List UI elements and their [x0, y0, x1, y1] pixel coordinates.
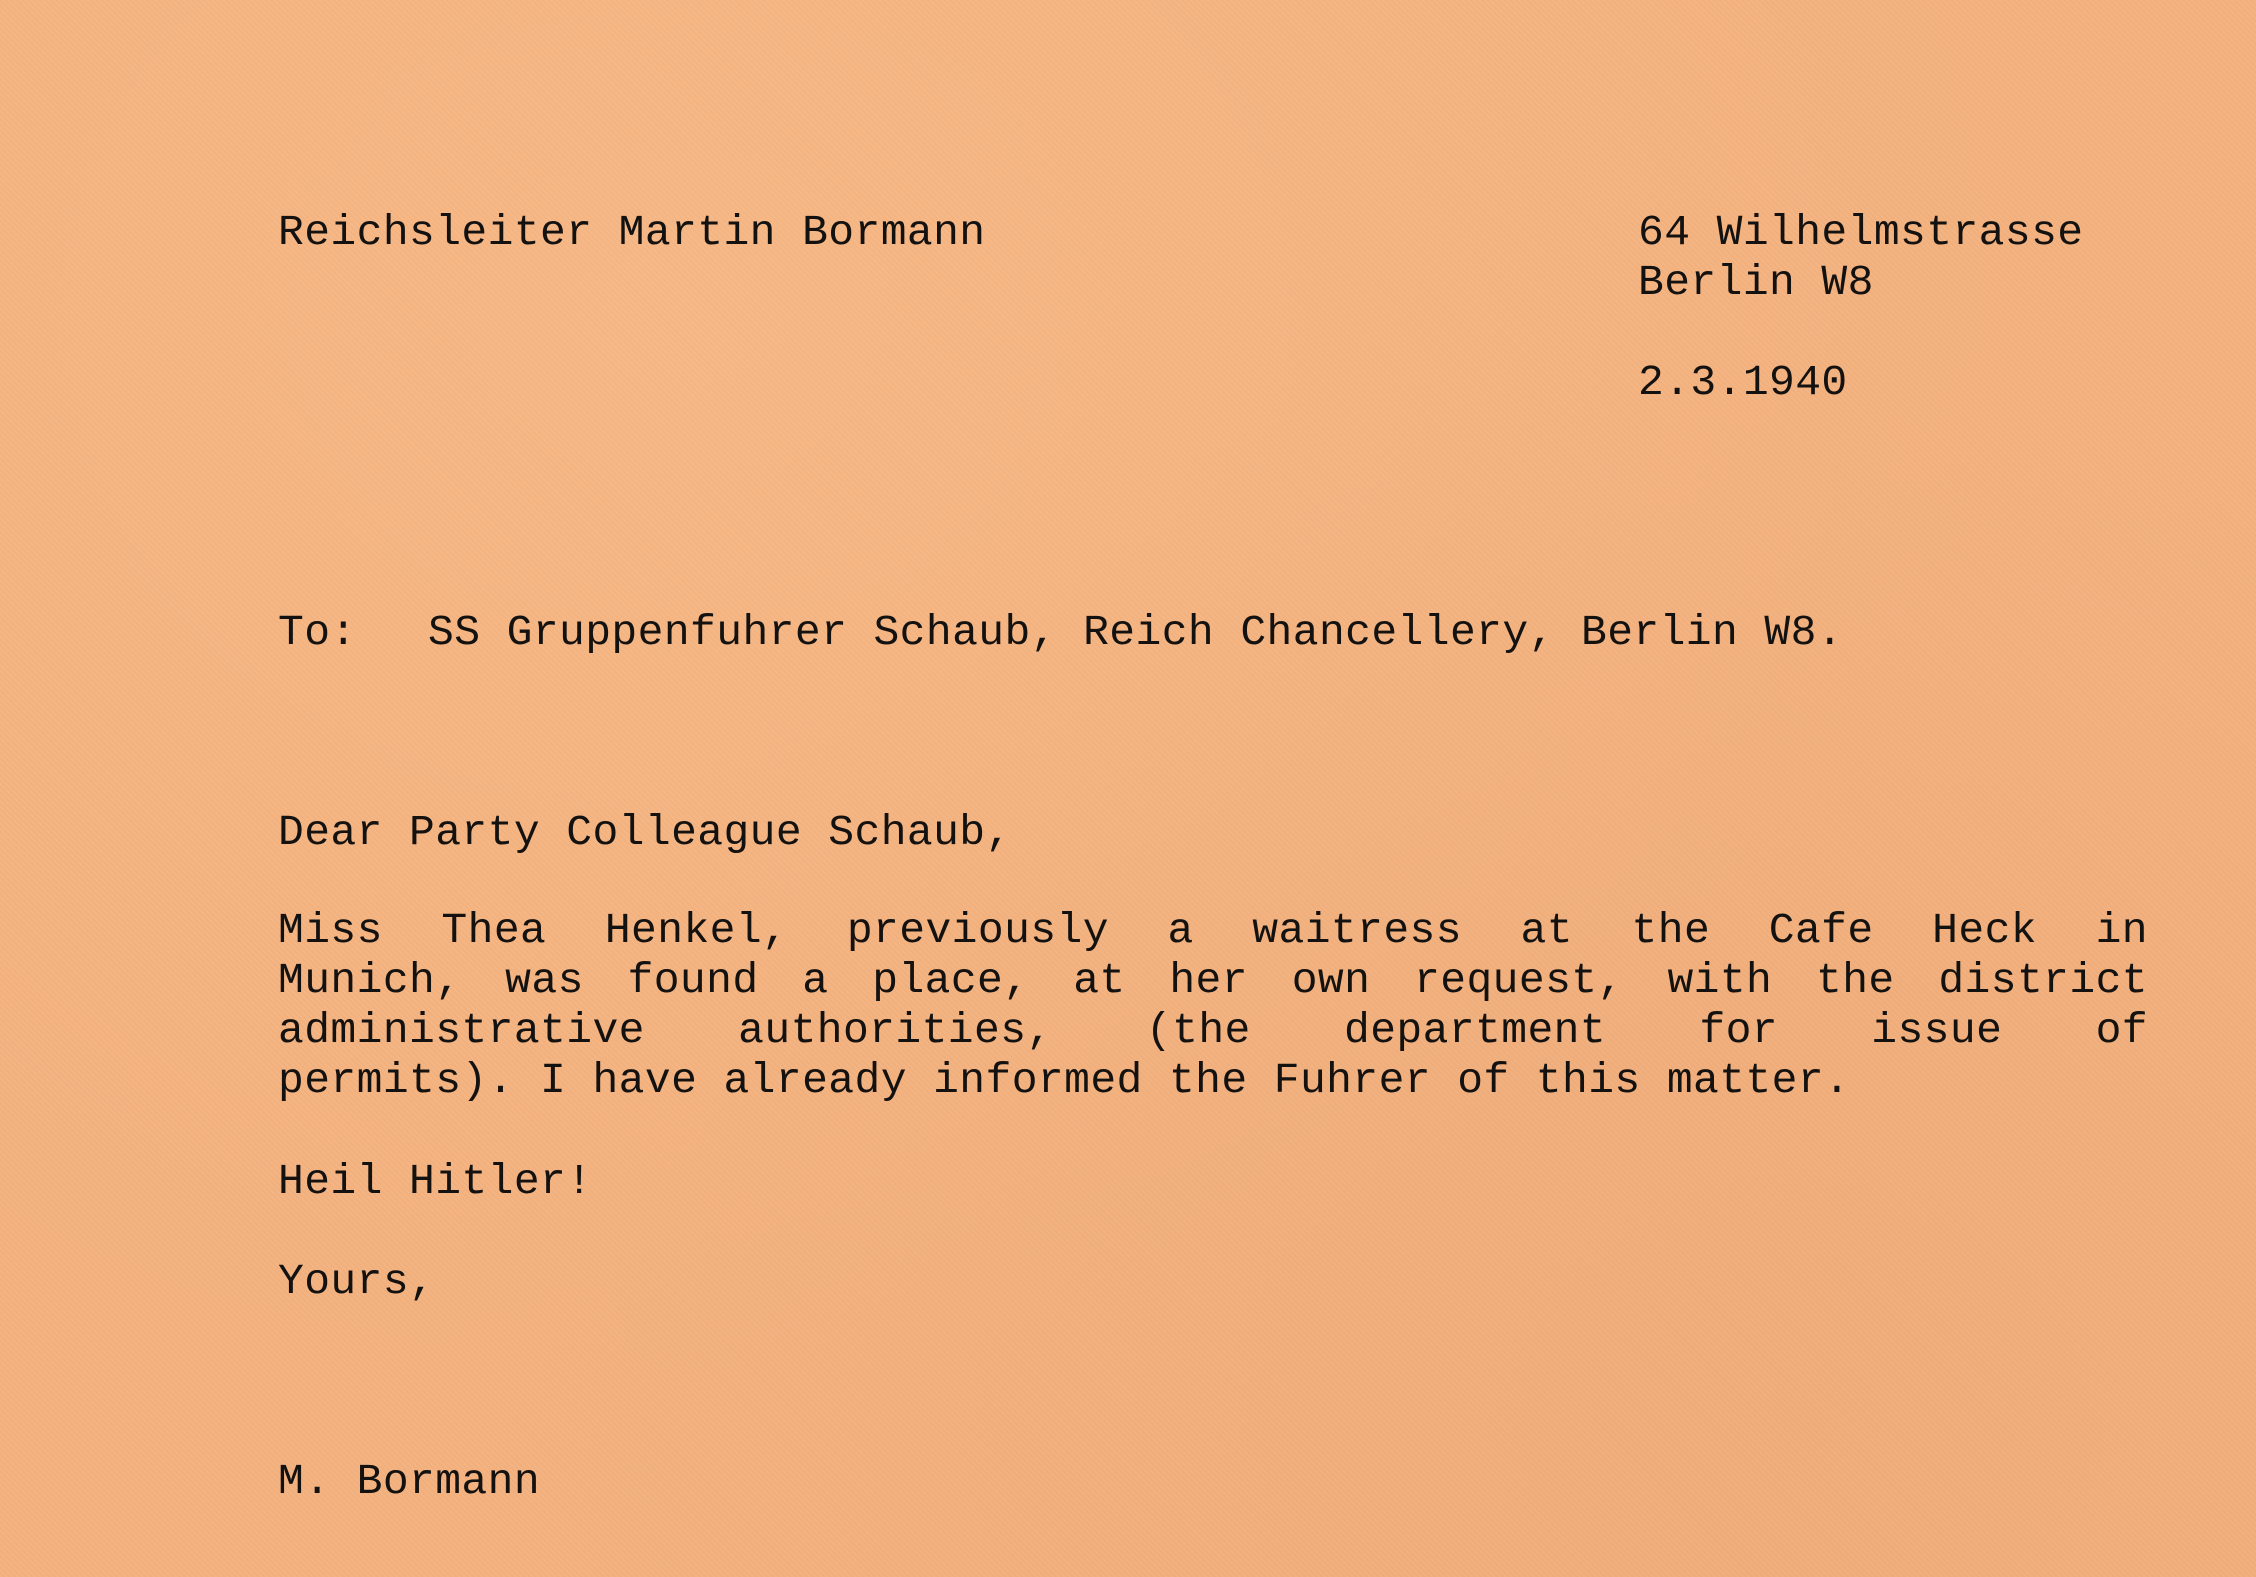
body-line: Munich, was found a place, at her own request, with the district [278, 956, 2148, 1005]
body-line: permits). I have already informed the Fuhrer of this matter. [278, 1056, 1851, 1105]
sender-name: Reichsleiter Martin Bormann [278, 208, 986, 257]
valediction: Yours, [278, 1257, 436, 1306]
closing-line: Heil Hitler! [278, 1157, 593, 1206]
body-line: Miss Thea Henkel, previously a waitress at the Cafe Heck in [278, 906, 2148, 955]
signature: M. Bormann [278, 1457, 541, 1506]
address-street: 64 Wilhelmstrasse [1638, 208, 2084, 257]
letter-date: 2.3.1940 [1638, 358, 1848, 407]
recipient-label: To: [278, 608, 357, 657]
letter-body [278, 906, 2148, 1106]
recipient-value: SS Gruppenfuhrer Schaub, Reich Chancellery, Berlin W8. [428, 608, 1844, 657]
body-line: administrative authorities, (the department for issue of [278, 1006, 2148, 1055]
salutation: Dear Party Colleague Schaub, [278, 808, 1012, 857]
address-city: Berlin W8 [1638, 258, 1874, 307]
